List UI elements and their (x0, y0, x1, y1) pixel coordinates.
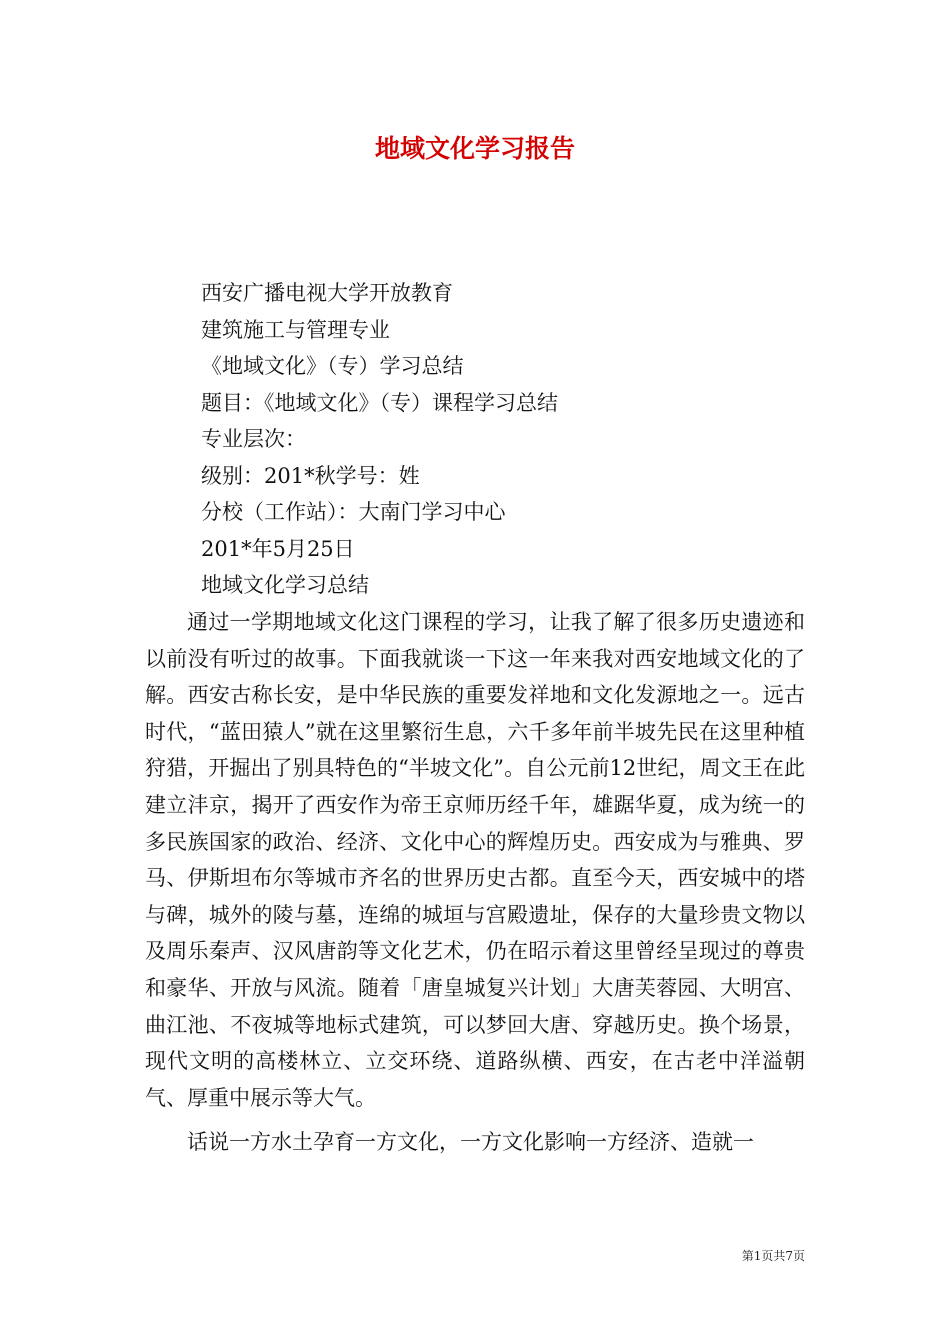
meta-line-school: 西安广播电视大学开放教育 (201, 281, 453, 305)
meta-line-date: 201*年5月25日 (201, 536, 355, 561)
meta-line-grade: 级别：201*秋学号：姓 (201, 463, 420, 488)
meta-line-level: 专业层次： (201, 427, 306, 451)
meta-line-branch: 分校（工作站）：大南门学习中心 (201, 500, 506, 524)
meta-line-subtitle: 地域文化学习总结 (201, 573, 369, 597)
meta-block (201, 275, 821, 604)
page-footer: 第1页共7页 (741, 1249, 805, 1263)
page-title: 地域文化学习报告 (374, 134, 575, 163)
meta-line-major: 建筑施工与管理专业 (201, 317, 390, 342)
body-paragraph-1: 通过一学期地域文化这门课程的学习，让我了解了很多历史遗迹和以前没有听过的故事。下面我就谈一下这一年来我对西安地域文化的了解。西安古称长安，是中华民族的重要发祥地和文化发源地之一。远古时代，“蓝田猿人”就在这里繁衍生息，六千多年前半坡先民在这里种植狩猎，开掘出了别具特色的“半坡文化”。自公元前12世纪，周文王在此建立沣京，揭开了西安作为帝王京师历经千年，雄踞华夏，成为统一的多民族国家的政治、经济、文化中心的辉煌历史。西安成为与雅典、罗马、伊斯坦布尔等城市齐名的世界历史古都。直至今天，西安城中的塔与碑，城外的陵与墓，连绵的城垣与宫殿遗址，保存的大量珍贵文物以及周乐秦声、汉风唐韵等文化艺术，仍在昭示着这里曾经呈现过的尊贵和豪华、开放与风流。随着「唐皇城复兴计划」大唐芙蓉园、大明宫、曲江池、不夜城等地标式建筑，可以梦回大唐、穿越历史。换个场景，现代文明的高楼林立、立交环绕、道路纵横、西安，在古老中洋溢朝气、厚重中展示等大气。 (145, 610, 805, 1110)
body-block (145, 604, 805, 1161)
meta-line-topic: 题目：《地域文化》（专）课程学习总结 (201, 390, 558, 415)
meta-line-course: 《地域文化》（专）学习总结 (201, 354, 464, 378)
body-paragraph-2: 话说一方水土孕育一方文化，一方文化影响一方经济、造就一 (187, 1130, 754, 1155)
